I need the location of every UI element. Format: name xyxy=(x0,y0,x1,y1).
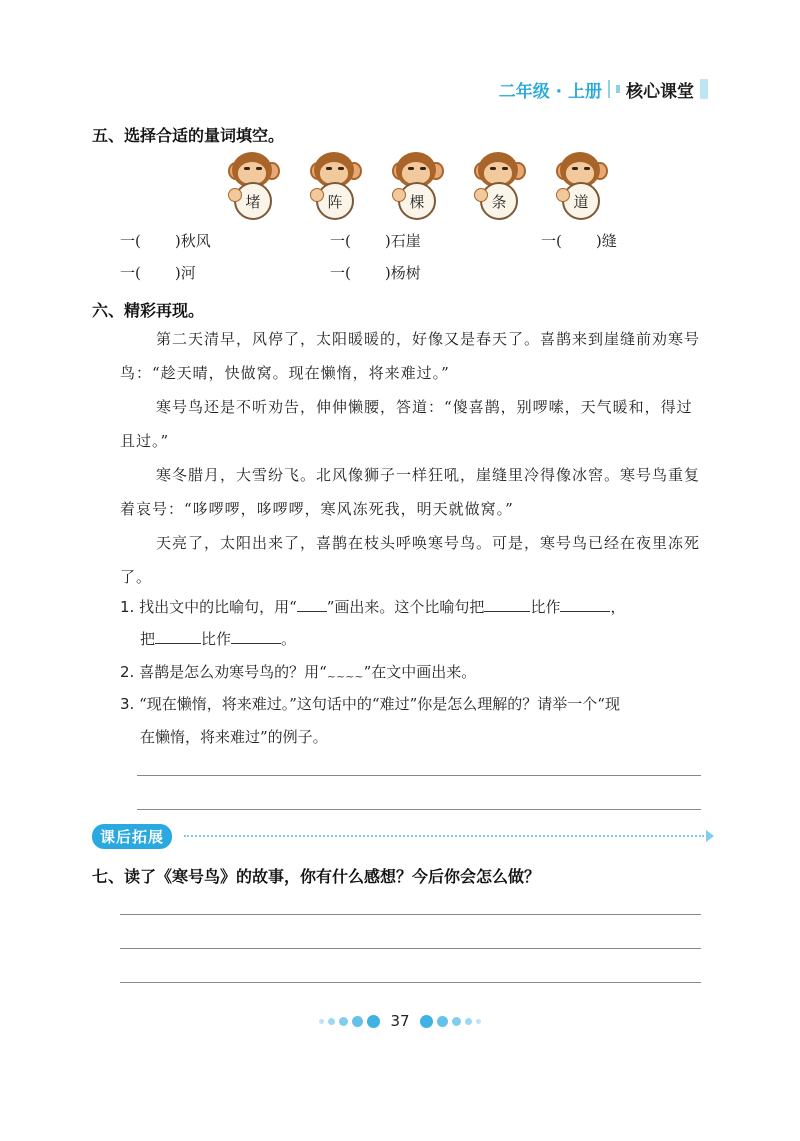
decor-dot xyxy=(437,1016,448,1027)
fill-item-5[interactable]: 一( )杨树 xyxy=(330,264,421,282)
word-option: 堵 xyxy=(234,182,272,220)
answer-line[interactable] xyxy=(120,948,701,949)
header-square xyxy=(616,85,620,93)
monkey-card-5 xyxy=(556,152,604,224)
fill-item-4[interactable]: 一( )河 xyxy=(120,264,196,282)
answer-line[interactable] xyxy=(137,775,701,776)
fill-item-3[interactable]: 一( )缝 xyxy=(541,232,617,250)
header-bar xyxy=(700,79,708,99)
wavy-line-sample: ~~~~ xyxy=(326,670,364,683)
question-3-line-2: 在懒惰，将来难过”的例子。 xyxy=(140,728,328,746)
decor-dot xyxy=(465,1018,472,1025)
answer-blank[interactable] xyxy=(484,597,530,612)
extension-banner xyxy=(92,824,172,848)
answer-blank[interactable] xyxy=(560,597,610,612)
answer-line[interactable] xyxy=(120,914,701,915)
word-option: 棵 xyxy=(398,182,436,220)
answer-line[interactable] xyxy=(120,982,701,983)
answer-blank[interactable] xyxy=(155,629,201,644)
fill-item-2[interactable]: 一( )石崖 xyxy=(330,232,421,250)
passage-paragraph-3: 寒冬腊月，大雪纷飞。北风像狮子一样狂吼，崖缝里冷得像冰窖。寒号鸟重复着哀号：“哆啰啰，哆啰啰，寒风冻死我，明天就做窝。” xyxy=(120,466,701,518)
section5-title: 五、选择合适的量词填空。 xyxy=(92,126,285,145)
question-1-line-2: 把 比作 。 xyxy=(140,630,297,648)
decor-dot xyxy=(476,1019,481,1024)
decor-dot xyxy=(319,1019,324,1024)
decor-dot xyxy=(420,1015,433,1028)
decor-dot xyxy=(452,1017,461,1026)
word-option: 阵 xyxy=(316,182,354,220)
answer-blank[interactable] xyxy=(231,629,281,644)
section7-title: 七、读了《寒号鸟》的故事，你有什么感想？今后你会怎么做？ xyxy=(92,867,541,886)
dotted-divider xyxy=(184,835,704,837)
decor-dot xyxy=(339,1017,348,1026)
word-option: 道 xyxy=(562,182,600,220)
monkey-card-4 xyxy=(474,152,522,224)
decor-dot xyxy=(328,1018,335,1025)
passage-paragraph-4: 天亮了，太阳出来了，喜鹊在枝头呼唤寒号鸟。可是，寒号鸟已经在夜里冻死了。 xyxy=(120,534,701,586)
series-label: 核心课堂 xyxy=(626,81,694,102)
fill-item-1[interactable]: 一( )秋风 xyxy=(120,232,211,250)
arrow-right-icon xyxy=(706,830,714,842)
word-option: 条 xyxy=(480,182,518,220)
monkey-card-3 xyxy=(392,152,440,224)
question-1: 1. 找出文中的比喻句，用“ ”画出来。这个比喻句把 比作 ， xyxy=(120,598,626,616)
question-2: 2. 喜鹊是怎么劝寒号鸟的？用“$_{\sim\sim\sim\sim}$”在文中画出来。 xyxy=(120,663,477,683)
monkey-card-1 xyxy=(228,152,276,224)
question-3: 3. “现在懒惰，将来难过。”这句话中的“难过”你是怎么理解的？请举一个“现 xyxy=(120,695,620,713)
page-header xyxy=(499,78,708,100)
page-footer xyxy=(0,1012,800,1030)
decor-dot xyxy=(352,1016,363,1027)
monkey-card-2 xyxy=(310,152,358,224)
decor-dot xyxy=(367,1015,380,1028)
underline-sample xyxy=(297,597,327,612)
extension-label: 课后拓展 xyxy=(92,824,172,849)
passage-paragraph-2: 寒号鸟还是不听劝告，伸伸懒腰，答道：“傻喜鹊，别啰嗦，天气暖和，得过且过。” xyxy=(120,398,693,450)
grade-label: 二年级 · 上册 xyxy=(498,81,602,102)
section6-title: 六、精彩再现。 xyxy=(92,301,205,320)
header-divider xyxy=(608,80,610,98)
answer-line[interactable] xyxy=(137,809,701,810)
page-number: 37 xyxy=(390,1012,410,1030)
passage-paragraph-1: 第二天清早，风停了，太阳暖暖的，好像又是春天了。喜鹊来到崖缝前劝寒号鸟：“趁天晴，快做窝。现在懒惰，将来难过。” xyxy=(120,330,701,382)
